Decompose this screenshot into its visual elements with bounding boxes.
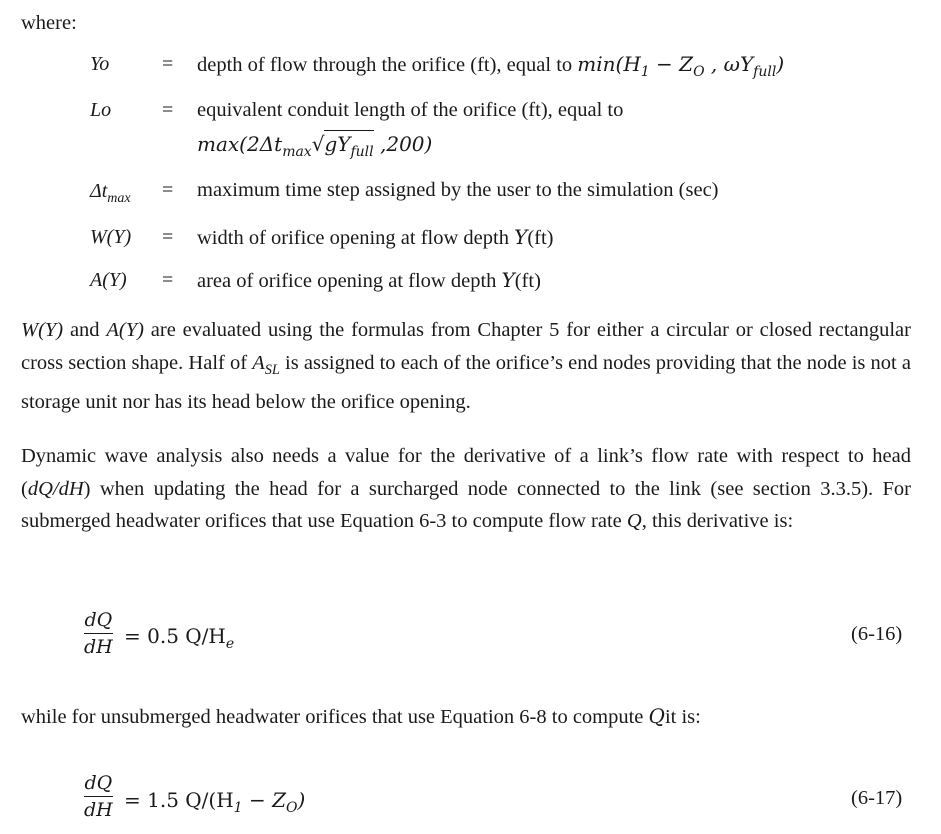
lo-formula: $\max(2\Delta t_{max}√gY_{full}$ ,200) (197, 132, 433, 160)
equation-6-16-rhs: = 0.5 $Q/H_e$ (124, 624, 235, 652)
para-text: , this derivative is: (641, 510, 794, 532)
def-text-yo (197, 52, 784, 84)
y-symbol: Y (501, 268, 515, 292)
intro-text: where: (21, 12, 77, 34)
def-symbol-wy: W(Y) (90, 226, 132, 248)
def-equals: = (162, 179, 174, 201)
def-text-dtmax: maximum time step assigned by the user to the simulation (sec) (197, 179, 719, 201)
def-text: depth of flow through the orifice (ft), equal to (197, 54, 573, 76)
def-symbol-yo: Yo (90, 53, 110, 75)
para-text: Dynamic wave analysis also needs a value for the derivative of a link’s flow rate with respect to head ( (21, 445, 911, 500)
def-equals: = (162, 99, 174, 121)
def-equals: = (162, 226, 174, 248)
middle-sentence: while for unsubmerged headwater orifices that use Equation 6-8 to compute Qit is: (21, 704, 701, 728)
equation-6-16-fraction: dQ dH (84, 609, 113, 658)
equation-6-17-rhs: = 1.5 $Q/(H_1 - Z_O)$ (124, 788, 306, 816)
def-symbol-dtmax: $\Delta t_{max}$ (90, 180, 131, 206)
def-text-lo: equivalent conduit length of the orifice (ft), equal to (197, 99, 624, 121)
def-text-wy: width of orifice opening at flow depth Y(ft) (197, 225, 554, 249)
def-symbol-lo: Lo (90, 99, 112, 121)
y-symbol: Y (514, 225, 528, 249)
equation-6-16-number: (6-16) (851, 623, 903, 645)
paragraph-derivative (21, 440, 911, 538)
def-text-ay: area of orifice opening at flow depth Y(ft) (197, 268, 541, 292)
para-text: are evaluated using the formulas from Chapter 5 for either a circular or closed rectangular cross section shape. Half of (21, 319, 911, 374)
asl-term: $A_{SL}$ (252, 351, 280, 378)
equation-6-17-fraction: dQ dH (84, 772, 113, 821)
equation-6-17-number: (6-17) (851, 787, 903, 809)
def-equals: = (162, 269, 174, 291)
q-term: Q (626, 510, 642, 532)
q-term: Q (648, 704, 665, 728)
paragraph-evaluation (21, 314, 911, 419)
ay-term: A(Y) (106, 319, 144, 341)
para-text: is assigned to each of the orifice’s end nodes providing that the node is not a storage unit nor has its head below the orifice opening. (21, 351, 911, 414)
para-text: and (63, 319, 107, 341)
def-text: width of orifice opening at flow depth (197, 227, 509, 249)
def-text: area of orifice opening at flow depth (197, 270, 497, 292)
def-symbol-ay: A(Y) (90, 269, 127, 291)
yo-formula: $\min(H_1 - Z_O$ , $\omega Y_{full}$) (577, 52, 785, 80)
wy-term: W(Y) (21, 319, 64, 341)
def-equals: = (162, 53, 174, 75)
para-text: ) when updating the head for a surcharged node connected to the link (see section 3.3.5). For submerged headwater orifices that use Equation 6-3 to compute flow rate (21, 477, 911, 532)
dqdh-term: dQ/dH (27, 477, 84, 500)
